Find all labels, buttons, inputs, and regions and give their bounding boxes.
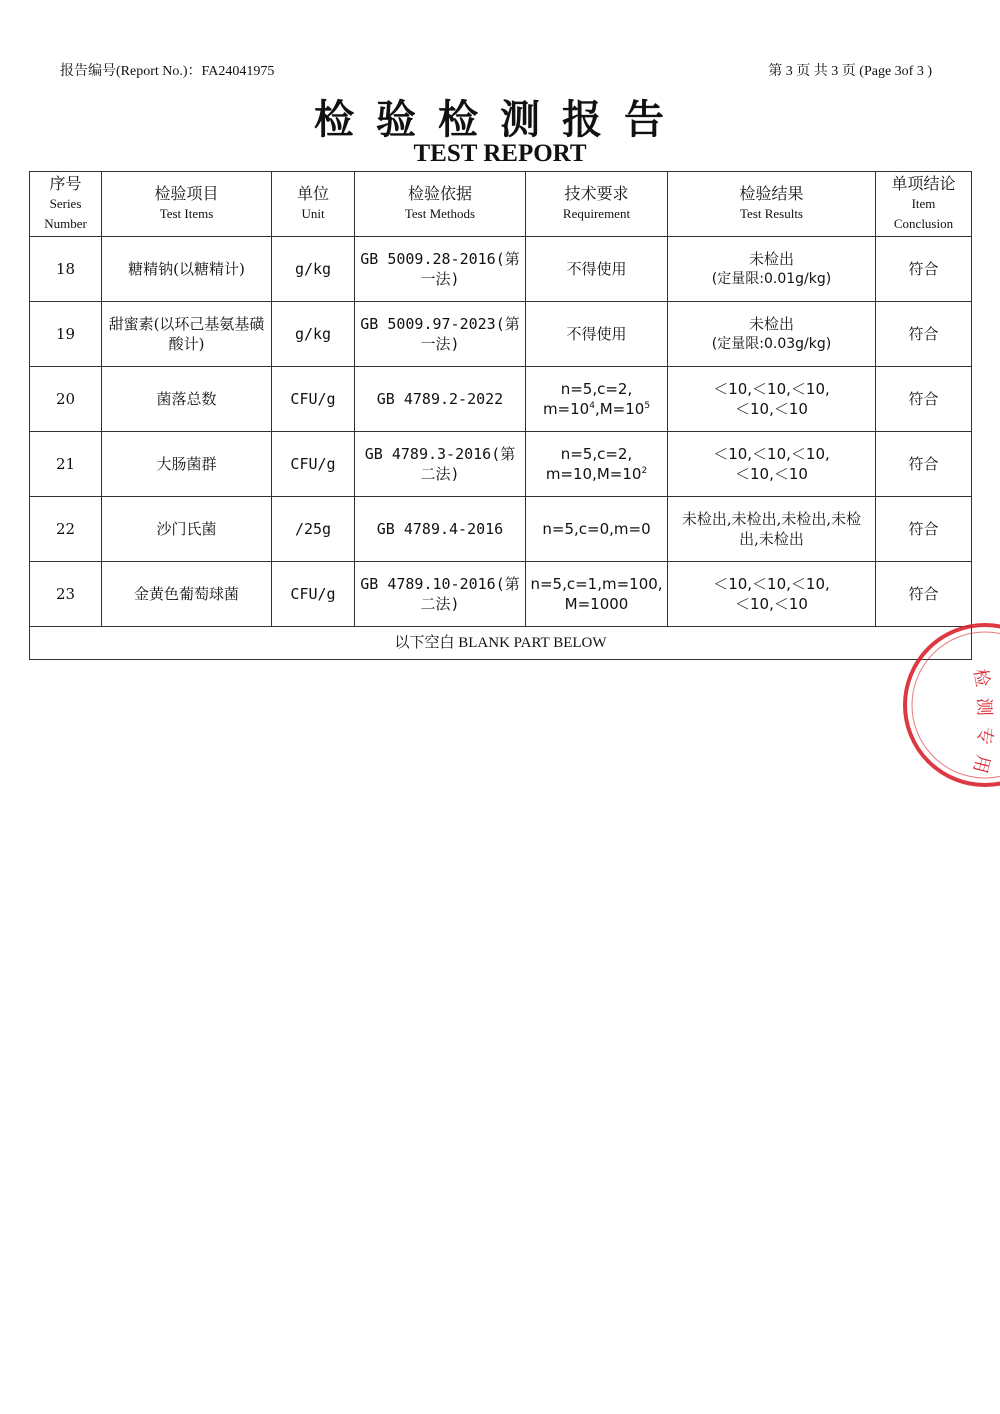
cell-result: 未检出,未检出,未检出,未检出,未检出 [668,497,876,562]
cell-unit: CFU/g [272,367,355,432]
cell-result: ＜10,＜10,＜10, ＜10,＜10 [668,562,876,627]
cell-requirement: n=5,c=1,m=100, M=1000 [526,562,668,627]
cell-unit: CFU/g [272,432,355,497]
cell-series: 18 [30,237,102,302]
cell-method: GB 4789.3-2016(第二法) [355,432,526,497]
table-row [30,432,972,497]
cell-series: 20 [30,367,102,432]
cell-series: 22 [30,497,102,562]
cell-item: 金黄色葡萄球菌 [102,562,272,627]
cell-series: 19 [30,302,102,367]
header-series: 序号 Series Number [30,172,102,237]
svg-text:专: 专 [973,725,996,746]
cell-conclusion: 符合 [876,562,972,627]
report-number-value: FA24041975 [201,64,275,79]
header-requirement: 技术要求 Requirement [526,172,668,237]
cell-item: 菌落总数 [102,367,272,432]
report-number [60,60,274,80]
cell-unit: g/kg [272,237,355,302]
svg-text:用: 用 [968,752,994,776]
cell-method: GB 4789.10-2016(第二法) [355,562,526,627]
header-unit: 单位 Unit [272,172,355,237]
table-row [30,302,972,367]
cell-conclusion: 符合 [876,367,972,432]
cell-method: GB 4789.4-2016 [355,497,526,562]
cell-item: 大肠菌群 [102,432,272,497]
cell-conclusion: 符合 [876,302,972,367]
results-table [29,171,972,660]
svg-text:测: 测 [973,697,995,717]
cell-conclusion: 符合 [876,237,972,302]
report-number-label: 报告编号(Report No.)： [60,64,202,79]
svg-text:检: 检 [969,667,993,689]
cell-method: GB 4789.2-2022 [355,367,526,432]
cell-conclusion: 符合 [876,497,972,562]
cell-unit: CFU/g [272,562,355,627]
cell-item: 沙门氏菌 [102,497,272,562]
header-conclusion: 单项结论 Item Conclusion [876,172,972,237]
blank-part-row [30,627,972,660]
cell-result: 未检出 (定量限:0.03g/kg) [668,302,876,367]
cell-unit: /25g [272,497,355,562]
cell-item: 甜蜜素(以环己基氨基磺酸计) [102,302,272,367]
cell-result: 未检出 (定量限:0.01g/kg) [668,237,876,302]
table-header-row [30,172,972,237]
cell-requirement: n=5,c=0,m=0 [526,497,668,562]
table-row [30,562,972,627]
page-title-en: TEST REPORT [413,140,587,167]
blank-part-below: 以下空白 BLANK PART BELOW [30,627,972,660]
page-title-cn: 检验检测报告 [314,96,686,143]
cell-requirement: n=5,c=2, $m=10^4,M=10^5$ [526,367,668,432]
cell-requirement: 不得使用 [526,237,668,302]
cell-requirement: 不得使用 [526,302,668,367]
cell-method: GB 5009.97-2023(第一法) [355,302,526,367]
cell-unit: g/kg [272,302,355,367]
header-test-methods: 检验依据 Test Methods [355,172,526,237]
table-row [30,237,972,302]
cell-requirement: n=5,c=2, $m=10,M=10^2$ [526,432,668,497]
cell-method: GB 5009.28-2016(第一法) [355,237,526,302]
header-test-results: 检验结果 Test Results [668,172,876,237]
table-row [30,367,972,432]
page-info: 第 3 页 共 3 页 (Page 3of 3 ) [768,64,932,79]
cell-conclusion: 符合 [876,432,972,497]
cell-series: 21 [30,432,102,497]
cell-series: 23 [30,562,102,627]
table-row [30,497,972,562]
header-test-items: 检验项目 Test Items [102,172,272,237]
cell-item: 糖精钠(以糖精计) [102,237,272,302]
cell-result: ＜10,＜10,＜10, ＜10,＜10 [668,432,876,497]
cell-result: ＜10,＜10,＜10, ＜10,＜10 [668,367,876,432]
